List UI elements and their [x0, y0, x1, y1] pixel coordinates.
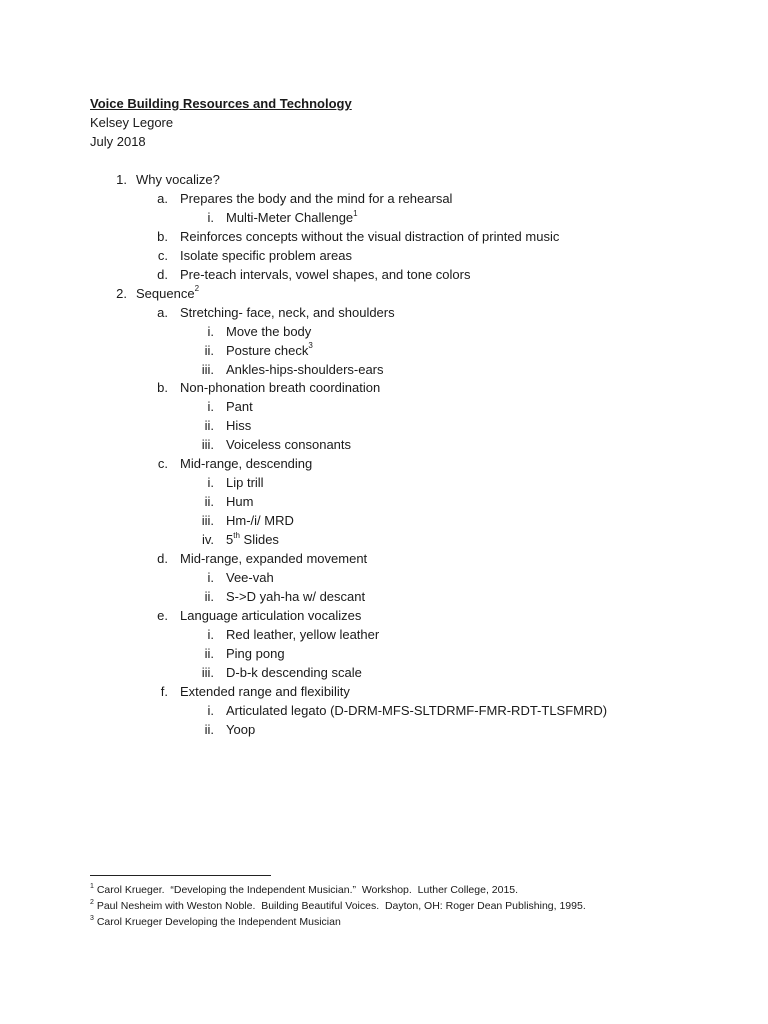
footnote-reference: 3: [308, 341, 313, 351]
outline-item-label: b.: [157, 380, 168, 396]
outline-item-text: Extended range and flexibility: [180, 683, 350, 699]
outline-item-label: ii.: [204, 342, 214, 358]
footnote: [90, 883, 518, 898]
outline-item-label: i.: [207, 475, 214, 491]
footnote-text: Paul Nesheim with Weston Noble. Building Beautiful Voices. Dayton, OH: Roger Dean Publishing, 1995.: [96, 900, 586, 912]
outline-item-label: iii.: [201, 664, 214, 680]
outline-item: [0, 416, 768, 435]
outline-item-text: Pant: [226, 399, 253, 415]
outline-item-text-wrap: [180, 606, 361, 625]
outline-item-label: iv.: [201, 532, 214, 548]
outline-item-text: Mid-range, descending: [180, 456, 313, 472]
outline-item-text-wrap: [226, 701, 607, 720]
footnote-number: 1: [90, 882, 94, 890]
outline-item-text-wrap: [180, 265, 471, 284]
outline-item-text-wrap: [180, 549, 367, 568]
outline-item: [0, 606, 768, 625]
outline-item-text-wrap: [226, 341, 313, 360]
outline-item: [0, 303, 768, 322]
outline-item-text-wrap: [226, 435, 351, 454]
outline-item-text: Yoop: [226, 721, 256, 737]
outline-item-text: Reinforces concepts without the visual distraction of printed music: [180, 228, 560, 244]
outline-item: [0, 360, 768, 379]
outline-item: [0, 644, 768, 663]
outline-item-label: i.: [207, 209, 214, 225]
outline-item-label: a.: [157, 190, 168, 206]
document-date: July 2018: [90, 134, 146, 149]
outline-item-text-wrap: [136, 170, 220, 189]
outline-item: [0, 341, 768, 360]
footnote-divider: [90, 875, 271, 876]
outline-item-text: Vee-vah: [226, 569, 274, 585]
outline-item-text: Ping pong: [226, 645, 285, 661]
outline-item-text: Prepares the body and the mind for a rehearsal: [180, 190, 453, 206]
outline-item-text-wrap: [226, 663, 362, 682]
outline-item-text-wrap: [226, 720, 255, 739]
outline-item-text-wrap: [180, 454, 312, 473]
outline-item: [0, 170, 768, 189]
outline-item: [0, 568, 768, 587]
outline-item-text: Voiceless consonants: [226, 437, 352, 453]
footnote-text: Carol Krueger. “Developing the Independent Musician.” Workshop. Luther College, 2015.: [96, 884, 519, 896]
outline-item: [0, 265, 768, 284]
outline-item: [0, 378, 768, 397]
outline-item-text: 5: [226, 532, 234, 548]
outline-item-text-wrap: [180, 189, 452, 208]
outline-item-text: Red leather, yellow leather: [226, 626, 380, 642]
outline-item-text: D-b-k descending scale: [226, 664, 362, 680]
footnote-number: 3: [90, 914, 94, 922]
outline-item: [0, 549, 768, 568]
outline-item-label: b.: [157, 228, 168, 244]
outline-item-text-wrap: [226, 208, 358, 227]
outline-item: [0, 663, 768, 682]
outline-item-label: ii.: [204, 588, 214, 604]
outline-item-label: f.: [160, 683, 168, 699]
outline-item: [0, 322, 768, 341]
outline-item: [0, 587, 768, 606]
outline-item-text: Pre-teach intervals, vowel shapes, and tone colors: [180, 266, 471, 282]
outline-item-text-wrap: [226, 587, 365, 606]
outline-item-label: e.: [157, 607, 168, 623]
footnote-text: Carol Krueger Developing the Independent Musician: [96, 916, 341, 928]
outline-item-text-wrap: [226, 492, 253, 511]
outline-item-label: i.: [207, 569, 214, 585]
outline-item: [0, 435, 768, 454]
outline-item-text: Ankles-hips-shoulders-ears: [226, 361, 384, 377]
outline-item-text-wrap: [226, 360, 384, 379]
outline-item-text-wrap: [226, 625, 379, 644]
outline-item: [0, 511, 768, 530]
outline-item: [0, 530, 768, 549]
outline-item: [0, 720, 768, 739]
outline-item-label: iii.: [201, 437, 214, 453]
outline-item-label: d.: [157, 266, 168, 282]
outline-item-text: Multi-Meter Challenge: [226, 209, 354, 225]
outline-item-text: Hum: [226, 494, 254, 510]
outline-item-text: Mid-range, expanded movement: [180, 551, 368, 566]
outline-item-label: iii.: [201, 361, 214, 377]
footnote: [90, 899, 586, 914]
outline-item: [0, 701, 768, 720]
footnote-reference: 2: [194, 284, 200, 294]
outline-item-text: Articulated legato (D-DRM-MFS-SLTDRMF-FMR-RDT-TLSFMRD): [226, 702, 608, 718]
document-title: Voice Building Resources and Technology: [90, 96, 352, 111]
outline-item: [0, 492, 768, 511]
outline-item-label: iii.: [201, 513, 214, 529]
outline-item: [0, 189, 768, 208]
outline-item-text: Lip trill: [226, 475, 264, 491]
outline-item-text: S->D yah-ha w/ descant: [226, 588, 366, 604]
outline-item-label: d.: [157, 551, 168, 566]
outline-item: [0, 227, 768, 246]
outline-item-text-wrap: [226, 416, 251, 435]
outline-item-label: 1.: [116, 172, 127, 187]
outline-item-text: Sequence: [136, 285, 195, 301]
outline-item-text-wrap: [226, 473, 264, 492]
outline-item-label: i.: [207, 399, 214, 415]
outline-item-text-wrap: [226, 568, 274, 587]
outline-item-text-wrap: [226, 322, 311, 341]
outline-item-text-wrap: [180, 682, 350, 701]
outline-item: [0, 682, 768, 701]
footnote-reference: 1: [353, 208, 358, 218]
outline-item-text-wrap: [226, 397, 253, 416]
outline-item-label: i.: [207, 626, 214, 642]
outline-item-text: Hm-/i/ MRD: [226, 513, 294, 529]
outline-item-text-wrap: [226, 530, 279, 549]
outline-item-text: Language articulation vocalizes: [180, 607, 362, 623]
outline-item-label: ii.: [204, 494, 214, 510]
footnote-number: 2: [90, 898, 94, 906]
outline-item-label: ii.: [204, 645, 214, 661]
outline-item-text-wrap: [226, 644, 285, 663]
outline-item-text-wrap: [180, 227, 559, 246]
outline-item-label: ii.: [204, 721, 214, 737]
outline-item: [0, 208, 768, 227]
outline-item-text-wrap: [136, 284, 199, 303]
outline-item-text-wrap: [180, 303, 395, 322]
outline-item-text: Hiss: [226, 418, 252, 434]
outline-item-label: 2.: [116, 285, 127, 301]
outline-item-text-suffix: Slides: [239, 532, 279, 548]
outline-item: [0, 284, 768, 303]
footnote: [90, 915, 341, 930]
outline-item-text: Non-phonation breath coordination: [180, 380, 381, 396]
outline-item-label: i.: [207, 702, 214, 718]
outline-item-text-wrap: [226, 511, 294, 530]
outline-item-text: Isolate specific problem areas: [180, 247, 352, 263]
outline-item: [0, 473, 768, 492]
outline-item-text-wrap: [180, 246, 352, 265]
outline-item-label: c.: [157, 247, 168, 263]
outline-item: [0, 625, 768, 644]
outline-item: [0, 454, 768, 473]
outline-item-text-wrap: [180, 378, 380, 397]
outline-item-label: ii.: [204, 418, 214, 434]
document-author: Kelsey Legore: [90, 115, 174, 130]
outline-item-text: Why vocalize?: [136, 172, 220, 187]
outline-item-text: Stretching- face, neck, and shoulders: [180, 304, 395, 320]
outline-item-text: Posture check: [226, 342, 309, 358]
outline-item-text: Move the body: [226, 323, 312, 339]
outline-item-label: c.: [157, 456, 168, 472]
outline-item-label: a.: [157, 304, 168, 320]
outline-item: [0, 246, 768, 265]
footnote-reference: th: [233, 530, 240, 540]
outline-item-label: i.: [207, 323, 214, 339]
outline-item: [0, 397, 768, 416]
